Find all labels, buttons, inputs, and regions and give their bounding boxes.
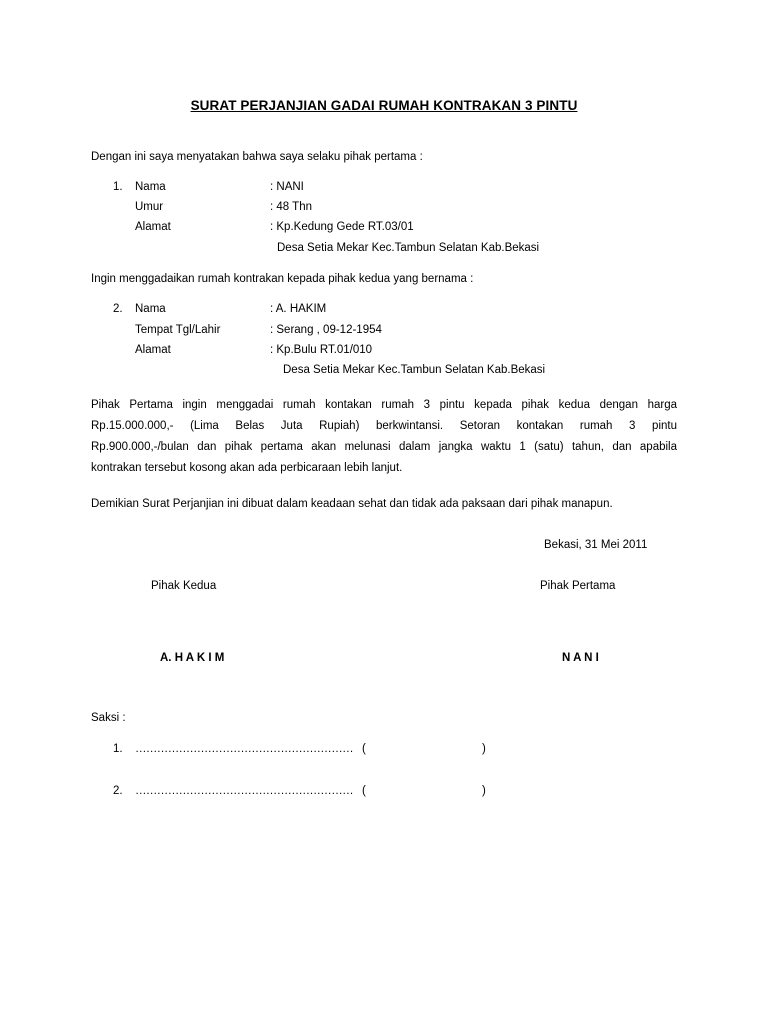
party2-name-label: Nama [135,303,166,315]
agreement-paragraph [91,395,677,479]
intro-text: Dengan ini saya menyatakan bahwa saya selaku pihak pertama : [91,151,423,163]
right-signatory-role: Pihak Pertama [540,580,616,592]
party1-number: 1. [113,181,123,193]
witness-1-open-paren: ( [362,743,366,755]
party1-address-value: : Kp.Kedung Gede RT.03/01 [270,221,414,233]
document-title: SURAT PERJANJIAN GADAI RUMAH KONTRAKAN 3 PINTU [190,98,578,113]
party2-name-value: : A. HAKIM [270,303,327,315]
witness-label: Saksi : [91,712,126,724]
party1-age-value: : 48 Thn [270,201,312,213]
party2-address-line2: Desa Setia Mekar Kec.Tambun Selatan Kab.Bekasi [283,364,546,376]
left-signatory-role: Pihak Kedua [151,580,217,592]
party1-address-line2: Desa Setia Mekar Kec.Tambun Selatan Kab.Bekasi [277,242,540,254]
party1-name-label: Nama [135,181,166,193]
party2-number: 2. [113,303,123,315]
paragraph-line-4: kontrakan tersebut kosong akan ada perbicaraan lebih lanjut. [91,462,403,474]
left-signatory-name: A. H A K I M [160,652,225,664]
party2-birth-value: : Serang , 09-12-1954 [270,324,382,336]
witness-1-signature-line: …………………………………………………… [135,743,354,755]
witness-2-number: 2. [113,785,123,797]
witness-2-signature-line: …………………………………………………… [135,785,354,797]
witness-2-open-paren: ( [362,785,366,797]
right-signatory-name: N A N I [562,652,599,664]
party1-address-label: Alamat [135,221,171,233]
witness-1-close-paren: ) [482,743,486,755]
paragraph-line-1: Pihak Pertama ingin menggadai rumah kontakan rumah 3 pintu kepada pihak kedua dengan harga [91,399,677,411]
witness-2-close-paren: ) [482,785,486,797]
place-date: Bekasi, 31 Mei 2011 [544,539,648,551]
party1-name-value: : NANI [270,181,304,193]
witness-1-number: 1. [113,743,123,755]
paragraph-line-2: Rp.15.000.000,- (Lima Belas Juta Rupiah) berkwintansi. Setoran kontakan rumah 3 pintu [91,420,677,432]
paragraph-line-3: Rp.900.000,-/bulan dan pihak pertama akan melunasi dalam jangka waktu 1 (satu) tahun, dan apabila [91,441,677,453]
closing-statement: Demikian Surat Perjanjian ini dibuat dalam keadaan sehat dan tidak ada paksaan dari pihak manapun. [91,498,613,510]
party2-address-value: : Kp.Bulu RT.01/010 [270,344,373,356]
transition-text: Ingin menggadaikan rumah kontrakan kepada pihak kedua yang bernama : [91,273,474,285]
party2-birth-label: Tempat Tgl/Lahir [135,324,221,336]
party1-age-label: Umur [135,201,164,213]
party2-address-label: Alamat [135,344,171,356]
